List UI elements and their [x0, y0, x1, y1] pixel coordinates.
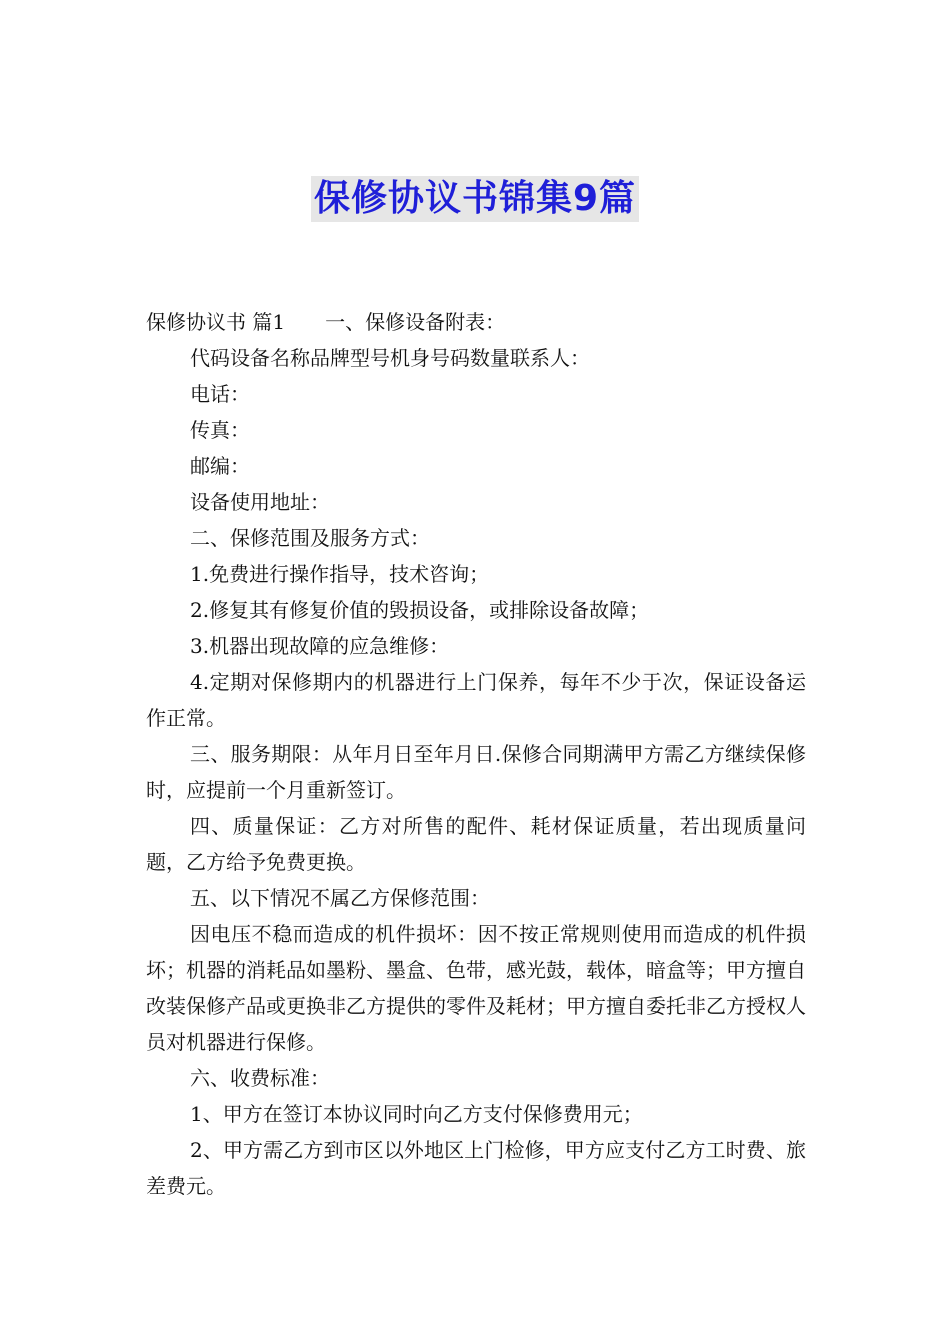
paragraph: 二、保修范围及服务方式：: [190, 526, 430, 550]
paragraph: 代码设备名称品牌型号机身号码数量联系人：: [190, 346, 590, 370]
title-block: [0, 176, 950, 222]
paragraph: 因电压不稳而造成的机件损坏：因不按正常规则使用而造成的机件损坏；机器的消耗品如墨粉、墨盒、色带，感光鼓，载体，暗盒等；甲方擅自改装保修产品或更换非乙方提供的零件及耗材；甲方擅自委托非乙方授权人员对机器进行保修。: [146, 922, 806, 1054]
subsection-heading: 一、保修设备附表：: [325, 310, 506, 334]
paragraph: 六、收费标准：: [190, 1066, 330, 1090]
paragraph: 1、甲方在签订本协议同时向乙方支付保修费用元；: [190, 1102, 643, 1126]
paragraph: 三、服务期限：从年月日至年月日.保修合同期满甲方需乙方继续保修时，应提前一个月重新签订。: [146, 742, 806, 802]
paragraph: 电话：: [190, 382, 250, 406]
section-heading: 保修协议书 篇1: [146, 310, 286, 334]
paragraph: 4.定期对保修期内的机器进行上门保养，每年不少于次，保证设备运作正常。: [146, 670, 806, 730]
document-title: 保修协议书锦集9篇: [311, 176, 639, 222]
paragraph: 3.机器出现故障的应急维修：: [190, 634, 450, 658]
paragraph: 2.修复其有修复价值的毁损设备，或排除设备故障；: [190, 598, 650, 622]
paragraph: 四、质量保证：乙方对所售的配件、耗材保证质量，若出现质量问题，乙方给予免费更换。: [146, 814, 806, 874]
paragraph: 2、甲方需乙方到市区以外地区上门检修，甲方应支付乙方工时费、旅差费元。: [146, 1138, 806, 1198]
paragraph: 1.免费进行操作指导，技术咨询；: [190, 562, 490, 586]
paragraph: 传真：: [190, 418, 250, 442]
document-body: [146, 304, 806, 1204]
first-line: [146, 304, 806, 340]
paragraph: 五、以下情况不属乙方保修范围：: [190, 886, 490, 910]
paragraph: 设备使用地址：: [190, 490, 330, 514]
paragraph: 邮编：: [190, 454, 250, 478]
